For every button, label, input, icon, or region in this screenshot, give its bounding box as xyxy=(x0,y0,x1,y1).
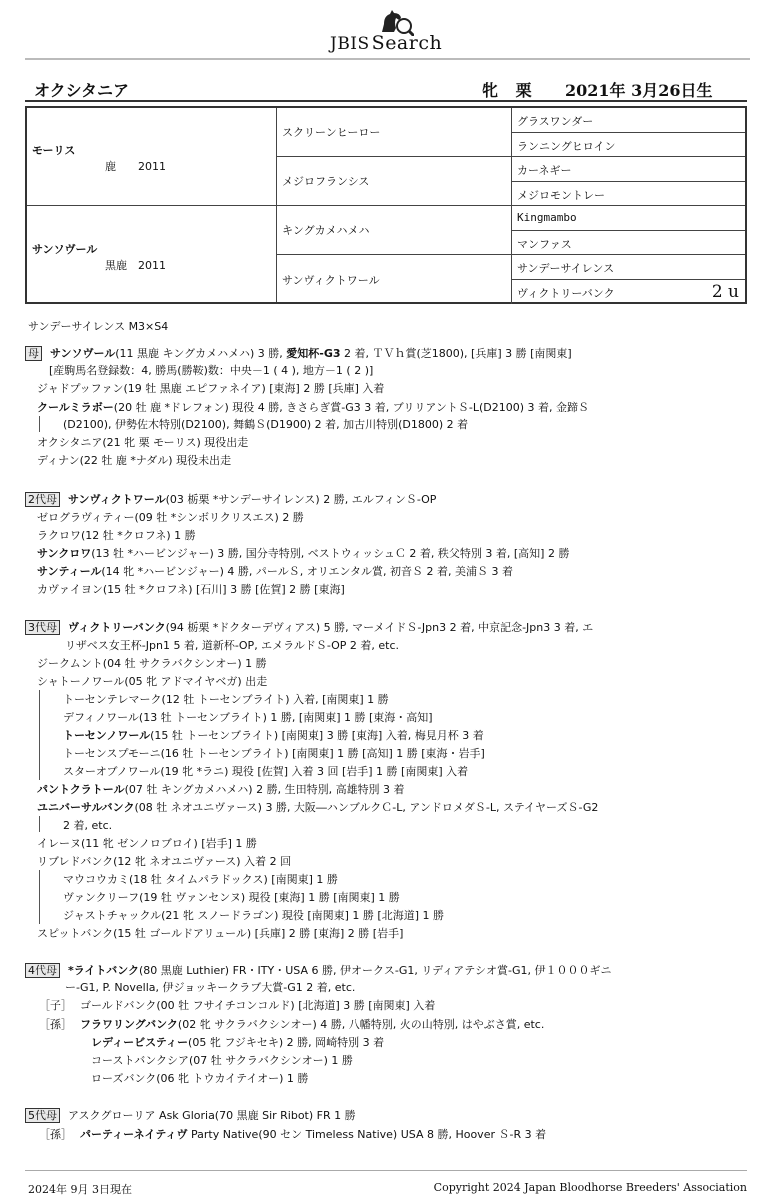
section-3rd-dam xyxy=(25,620,755,940)
section-2nd-dam xyxy=(25,492,755,602)
offspring-name[interactable]: レディービスティー xyxy=(91,1036,189,1049)
offspring-line[interactable]: ディナン(22 牡 鹿 *ナダル) 現役未出走 xyxy=(37,454,232,467)
indent-bar xyxy=(39,816,40,832)
dam-link[interactable]: サンヴィクトワール xyxy=(68,493,166,506)
offspring-line[interactable]: オクシタニア(21 牝 栗 モーリス) 現役出走 xyxy=(37,436,249,449)
offspring-line[interactable]: デフィノワール(13 牡 トーセンブライト) 1 勝, [南関東] 1 勝 [東海・高知] xyxy=(63,711,433,724)
section-tag: 5代母 xyxy=(25,1108,60,1123)
relation-label: ［孫］ xyxy=(39,1128,72,1141)
offspring-line[interactable]: スターオブノワール(19 牝 *ラニ) 現役 [佐賀] 入着 3 回 [岩手] 1 勝 [南関東] 入着 xyxy=(63,765,469,778)
pedigree-g3-cell xyxy=(512,255,745,280)
indent-bar xyxy=(39,416,40,432)
pedigree-g3-cell xyxy=(512,280,745,305)
record-text: (03 栃栗 *サンデーサイレンス) 2 勝, エルフィンＳ-OP xyxy=(165,493,437,506)
g3-name[interactable]: Kingmambo xyxy=(517,211,577,224)
record-text: 2 着, ＴＶｈ賞(芝1800), [兵庫] 3 勝 [南関東] xyxy=(340,347,572,360)
offspring-line[interactable]: ゴールドバンク(00 牡 フサイチコンコルド) [北海道] 3 勝 [南関東] 入着 xyxy=(80,999,436,1012)
offspring-name[interactable]: サンティール xyxy=(37,565,102,578)
indent-bar xyxy=(39,870,40,924)
sire-color-year: 鹿 2011 xyxy=(105,160,166,173)
section-tag: 母 xyxy=(25,346,42,361)
g3-name[interactable]: ランニングヒロイン xyxy=(517,139,616,153)
record-text: (20 牡 鹿 *ドレフォン) 現役 4 勝, きさらぎ賞-G3 3 着, ブリリアントＳ-L(D2100) 3 着, 金蹄Ｓ xyxy=(113,401,590,414)
copyright: Copyright 2024 Japan Bloodhorse Breeders' Association xyxy=(433,1181,747,1194)
pedigree-g2-cell xyxy=(277,157,512,206)
offspring-line[interactable]: トーセンスプモーニ(16 牡 トーセンブライト) [南関東] 1 勝 [高知] 1 勝 [東海・岩手] xyxy=(63,747,485,760)
g3-name[interactable]: ヴィクトリーバンク xyxy=(517,286,615,300)
g3-name[interactable]: マンファス xyxy=(517,237,572,251)
header-divider xyxy=(25,58,750,60)
record-text: (94 栃栗 *ドクターデヴィアス) 5 勝, マーメイドＳ-Jpn3 2 着, 中京記念-Jpn3 3 着, エ xyxy=(165,621,594,634)
as-of-date: 2024年 9月 3日現在 xyxy=(28,1183,132,1196)
pedigree-g3-cell xyxy=(512,231,745,256)
indent-bar xyxy=(39,690,40,780)
g2-name[interactable]: スクリーンヒーロー xyxy=(282,126,381,139)
offspring-line[interactable]: ラクロワ(12 牡 *クロフネ) 1 勝 xyxy=(37,529,196,542)
g3-name[interactable]: グラスワンダー xyxy=(517,115,594,128)
pedigree-g3-cell xyxy=(512,182,745,207)
pedigree-g3-cell xyxy=(512,157,745,182)
header-rule xyxy=(25,100,747,102)
record-text: (13 牡 *ハービンジャー) 3 勝, 国分寺特別, ベストウィッシュＣ 2 着, 秩父特別 3 着, [高知] 2 勝 xyxy=(91,547,570,560)
pedigree-g3-cell xyxy=(512,133,745,158)
offspring-line[interactable]: コーストバンクシア(07 牡 サクラバクシンオー) 1 勝 xyxy=(91,1054,353,1067)
pedigree-sire-cell xyxy=(27,108,277,206)
jbis-logo[interactable] xyxy=(320,6,470,54)
section-tag: 3代母 xyxy=(25,620,60,635)
offspring-line[interactable]: カヴァイヨン(15 牡 *クロフネ) [石川] 3 勝 [佐賀] 2 勝 [東海] xyxy=(37,583,345,596)
footer-rule xyxy=(25,1170,747,1171)
offspring-name[interactable]: フラワリングバンク xyxy=(80,1018,178,1031)
pedigree-g2-cell xyxy=(277,108,512,157)
horse-birthdate: 2021年 3月26日生 xyxy=(565,81,713,100)
offspring-line[interactable]: スピットバンク(15 牡 ゴールドアリュール) [兵庫] 2 勝 [東海] 2 勝 [岩手] xyxy=(37,927,404,940)
pedigree-g2-cell xyxy=(277,206,512,255)
g3-name[interactable]: カーネギー xyxy=(517,164,572,177)
offspring-name[interactable]: サンクロワ xyxy=(37,547,92,560)
offspring-name[interactable]: パーティーネイティヴ xyxy=(80,1128,188,1141)
record-text: (15 牡 トーセンブライト) [南関東] 3 勝 [東海] 入着, 梅見月杯 3 着 xyxy=(150,729,484,742)
offspring-name[interactable]: クールミラボー xyxy=(37,401,114,414)
record-text: Party Native(90 セン Timeless Native) USA 8 勝, Hoover Ｓ-R 3 着 xyxy=(187,1128,547,1141)
g3-name[interactable]: サンデーサイレンス xyxy=(517,262,615,275)
offspring-line[interactable]: ジークムント(04 牡 サクラバクシンオー) 1 勝 xyxy=(37,657,267,670)
dam-link[interactable]: サンソヴール xyxy=(50,347,116,360)
progeny-stats: [産駒馬名登録数：4, 勝馬(勝鞍)数：中央－1 ( 4 ), 地方－1 ( 2 )] xyxy=(49,364,374,377)
dam-link[interactable]: ヴィクトリーバンク xyxy=(68,621,166,634)
pedigree-dam-cell xyxy=(27,206,277,302)
offspring-line[interactable]: ヴァンクリーフ(19 牡 ヴァンセンヌ) 現役 [東海] 1 勝 [南関東] 1 勝 xyxy=(63,891,400,904)
offspring-name[interactable]: パントクラトール xyxy=(37,783,125,796)
inbreeding-note: サンデーサイレンス M3×S4 xyxy=(28,320,169,333)
g3-name[interactable]: メジロモントレー xyxy=(517,188,605,202)
g2-name[interactable]: キングカメハメハ xyxy=(282,224,370,237)
g2-name[interactable]: サンヴィクトワール xyxy=(282,274,380,287)
section-tag: 4代母 xyxy=(25,963,60,978)
horse-name: オクシタニア xyxy=(34,81,130,100)
dam-color-year: 黒鹿 2011 xyxy=(105,259,166,272)
record-text: (02 牝 サクラバクシンオー) 4 勝, 八幡特別, 火の山特別, はやぶさ賞, etc. xyxy=(177,1018,545,1031)
dam-link[interactable]: アスクグローリア Ask Gloria(70 黒鹿 Sir Ribot) FR 1 勝 xyxy=(68,1109,356,1122)
offspring-line[interactable]: ゼログラヴィティー(09 牡 *シンボリクリスエス) 2 勝 xyxy=(37,511,304,524)
section-tag: 2代母 xyxy=(25,492,60,507)
logo-text: JBIS Search xyxy=(330,32,443,54)
record-text: (05 牝 フジキセキ) 2 勝, 岡崎特別 3 着 xyxy=(188,1036,385,1049)
record-text: 2 着, etc. xyxy=(63,819,113,832)
record-text: (11 黒鹿 キングカメハメハ) 3 勝, xyxy=(115,347,287,360)
record-text: リザベス女王杯-Jpn1 5 着, 道新杯-OP, エメラルドＳ-OP 2 着, etc. xyxy=(65,639,400,652)
offspring-line[interactable]: トーセンテレマーク(12 牡 トーセンブライト) 入着, [南関東] 1 勝 xyxy=(63,693,389,706)
pedigree-g3-cell xyxy=(512,206,745,231)
pedigree-g2-cell xyxy=(277,255,512,304)
record-text: (07 牡 キングカメハメハ) 2 勝, 生田特別, 高雄特別 3 着 xyxy=(124,783,405,796)
sire-name[interactable]: モーリス xyxy=(32,144,76,157)
offspring-line[interactable]: ローズバンク(06 牝 トウカイテイオー) 1 勝 xyxy=(91,1072,309,1085)
age-mark: 2 u xyxy=(711,281,739,302)
offspring-name[interactable]: トーセンノワール xyxy=(63,729,151,742)
offspring-line[interactable]: ジャストチャックル(21 牝 スノードラゴン) 現役 [南関東] 1 勝 [北海道] 1 勝 xyxy=(63,909,445,922)
section-4th-dam xyxy=(25,963,755,1093)
pedigree-g3-cell xyxy=(512,108,745,133)
dam-name[interactable]: サンソヴール xyxy=(32,243,98,256)
offspring-line[interactable]: シャトーノワール(05 牝 アドマイヤベガ) 出走 xyxy=(37,675,268,688)
section-dam xyxy=(25,346,755,476)
section-5th-dam xyxy=(25,1108,755,1148)
offspring-name[interactable]: ユニバーサルバンク xyxy=(37,801,135,814)
dam-link[interactable]: *ライトバンク xyxy=(68,964,139,977)
g2-name[interactable]: メジロフランシス xyxy=(282,175,370,188)
offspring-line[interactable]: マウコウカミ(18 牡 タイムパラドックス) [南関東] 1 勝 xyxy=(63,873,338,886)
horse-sex-color: 牝 栗 xyxy=(482,81,538,100)
race-name: 愛知杯-G3 xyxy=(286,347,341,360)
relation-label: ［子］ xyxy=(39,999,72,1012)
record-text: (80 黒鹿 Luthier) FR・ITY・USA 6 勝, 伊オークス-G1, リディアテシオ賞-G1, 伊１０００ギニ xyxy=(138,964,612,977)
record-text: (14 牝 *ハービンジャー) 4 勝, パールＳ, オリエンタル賞, 初音Ｓ 2 着, 美浦Ｓ 3 着 xyxy=(101,565,514,578)
pedigree-table xyxy=(25,106,747,304)
offspring-line[interactable]: リブレドバンク(12 牝 ネオユニヴァース) 入着 2 回 xyxy=(37,855,292,868)
relation-label: ［孫］ xyxy=(39,1018,72,1031)
record-text: (08 牡 ネオユニヴァース) 3 勝, 大阪―ハンブルクＣ-L, アンドロメダＳ-L, ステイヤーズＳ-G2 xyxy=(134,801,599,814)
record-text: ー-G1, P. Novella, 伊ジョッキークラブ大賞-G1 2 着, etc. xyxy=(65,981,356,994)
offspring-line[interactable]: イレーヌ(11 牝 ゼンノロブロイ) [岩手] 1 勝 xyxy=(37,837,257,850)
offspring-line[interactable]: ジャドプッファン(19 牡 黒鹿 エピファネイア) [東海] 2 勝 [兵庫] 入着 xyxy=(37,382,385,395)
record-text: (D2100), 伊勢佐木特別(D2100), 舞鶴Ｓ(D1900) 2 着, 加古川特別(D1800) 2 着 xyxy=(63,418,469,431)
